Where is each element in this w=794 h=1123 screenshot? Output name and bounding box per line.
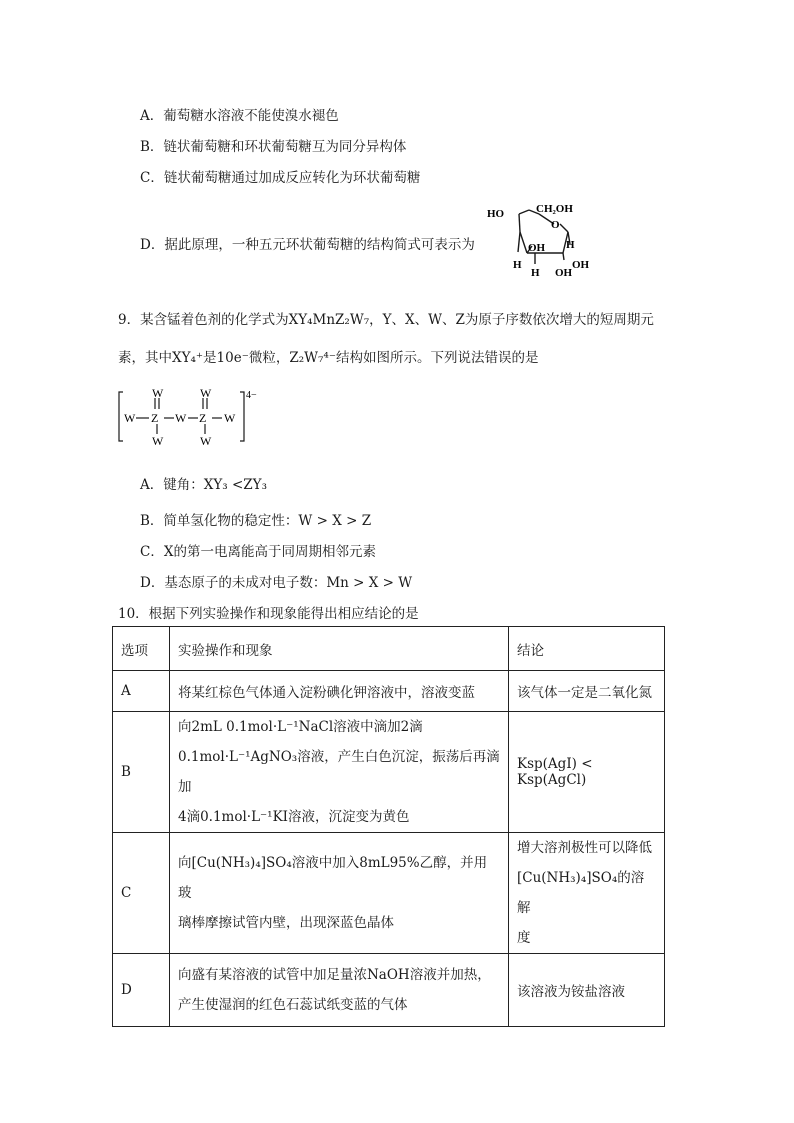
z2w7-ion-structure (116, 386, 266, 448)
q8-option-c: C．链状葡萄糖通过加成反应转化为环状葡萄糖 (140, 170, 421, 186)
table-row (113, 712, 665, 833)
ion-z-1: Z (151, 411, 159, 425)
header-conclusion: 结论 (509, 627, 665, 671)
ion-w-4: W (175, 411, 187, 425)
q9-stem-line1: 9．某含锰着色剂的化学式为XY₄MnZ₂W₇，Y、X、W、Z为原子序数依次增大的短周期元 (118, 312, 654, 328)
mol-ring-o: O (551, 219, 560, 231)
q9-option-b: B．简单氢化物的稳定性：W > X > Z (140, 513, 372, 529)
operation-line: 4滴0.1mol·L⁻¹KI溶液，沉淀变为黄色 (178, 809, 410, 825)
ion-w-7: W (224, 411, 236, 425)
row-conclusion (509, 833, 665, 954)
q10-stem: 10．根据下列实验操作和现象能得出相应结论的是 (118, 606, 419, 622)
ion-w-1: W (124, 411, 136, 425)
ion-w-5: W (200, 386, 212, 400)
operation-line: 璃棒摩擦试管内壁，出现深蓝色晶体 (178, 915, 394, 931)
q8-option-a: A．葡萄糖水溶液不能使溴水褪色 (140, 108, 339, 124)
operation-line: 向[Cu(NH₃)₄]SO₄溶液中加入8mL95%乙醇，并用玻 (178, 855, 488, 901)
conclusion-line: 该气体一定是二氧化氮 (517, 685, 652, 701)
row-conclusion (509, 712, 665, 833)
ion-w-3: W (152, 434, 164, 448)
q9-option-a: A．键角：XY₃ <ZY₃ (140, 477, 267, 493)
row-option: B (113, 712, 170, 833)
ion-z-2: Z (199, 411, 207, 425)
q9-option-d: D．基态原子的未成对电子数：Mn > X > W (140, 575, 413, 591)
operation-line: 0.1mol·L⁻¹AgNO₃溶液，产生白色沉淀，振荡后再滴加 (178, 749, 500, 795)
mol-h-1: H (513, 259, 522, 271)
mol-h-4: H (484, 196, 485, 197)
row-operation (170, 712, 509, 833)
operation-line: 向2mL 0.1mol·L⁻¹NaCl溶液中滴加2滴 (178, 719, 423, 735)
row-option: C (113, 833, 170, 954)
mol-oh-1: OH (528, 242, 546, 254)
ion-w-2: W (152, 386, 164, 400)
mol-ch2oh: CH₂OH (536, 203, 573, 215)
mol-ho: HO (487, 208, 505, 220)
conclusion-line: 度 (517, 930, 531, 946)
conclusion-line: [Cu(NH₃)₄]SO₄的溶解 (517, 870, 645, 916)
experiment-table (112, 626, 665, 1027)
table-row (113, 671, 665, 712)
header-option: 选项 (113, 627, 170, 671)
mol-h-2: H (531, 267, 540, 278)
q8-option-b: B．链状葡萄糖和环状葡萄糖互为同分异构体 (140, 139, 407, 155)
furanose-structure (484, 196, 604, 278)
q8-option-d: D．据此原理，一种五元环状葡萄糖的结构简式可表示为 (140, 237, 475, 253)
row-operation (170, 833, 509, 954)
row-conclusion (509, 671, 665, 712)
row-operation (170, 671, 509, 712)
conclusion-line: 增大溶剂极性可以降低 (517, 840, 652, 856)
row-operation (170, 954, 509, 1027)
operation-line: 产生使湿润的红色石蕊试纸变蓝的气体 (178, 997, 408, 1013)
table-row (113, 954, 665, 1027)
operation-line: 向盛有某溶液的试管中加足量浓NaOH溶液并加热， (178, 967, 491, 983)
row-option: D (113, 954, 170, 1027)
table-header-row (113, 627, 665, 671)
q9-option-c: C．X的第一电离能高于同周期相邻元素 (140, 544, 376, 560)
table-row (113, 833, 665, 954)
mol-oh-3: OH (572, 259, 590, 271)
conclusion-line: 该溶液为铵盐溶液 (517, 984, 625, 1000)
header-operation: 实验操作和现象 (170, 627, 509, 671)
row-conclusion (509, 954, 665, 1027)
row-option: A (113, 671, 170, 712)
conclusion-line: Ksp(AgI) < Ksp(AgCl) (517, 756, 593, 788)
q9-stem-line2: 素，其中XY₄⁺是10e⁻微粒，Z₂W₇⁴⁻结构如图所示。下列说法错误的是 (118, 350, 539, 366)
operation-line: 将某红棕色气体通入淀粉碘化钾溶液中，溶液变蓝 (178, 685, 475, 701)
ion-w-6: W (200, 434, 212, 448)
mol-oh-2: OH (555, 267, 573, 278)
ion-charge: 4− (246, 390, 257, 401)
mol-h-3: H (566, 239, 575, 251)
